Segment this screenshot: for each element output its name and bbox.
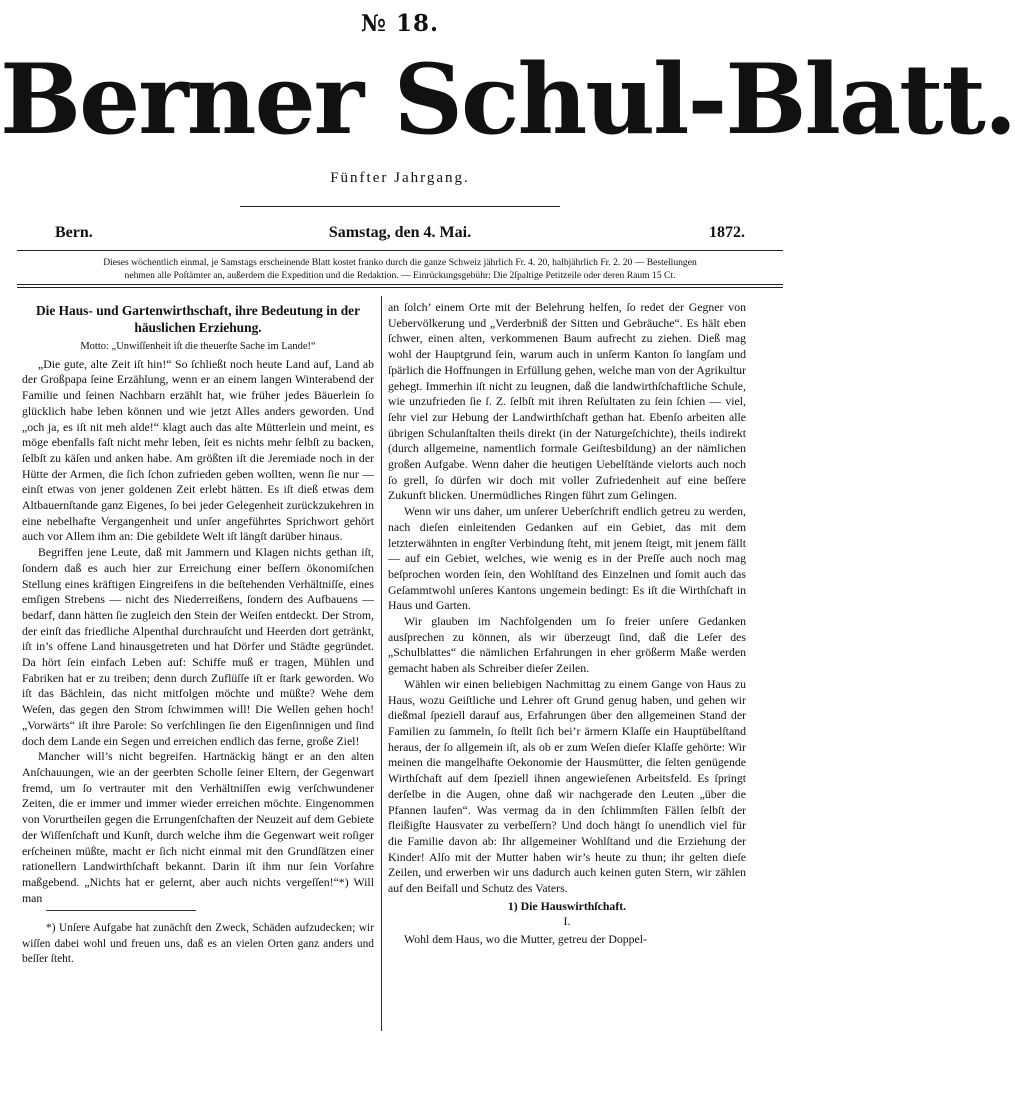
paragraph: Mancher will’s nicht begreifen. Hartnäckig hängt er an den alten Anſchauungen, wie an der geerbten Scholle ſeiner Eltern, der Gegenwart fremd, um ſo vertrauter mit den Verhältniſſen ewig verſchwundener Zeiten, die er immer und immer wieder erreichen möchte. Eingenommen von Vorurtheilen gegen die Errungenſchaften der Neuzeit auf dem Gebiete der Wiſſenſchaft und Kunſt, durch welche ihm die Gegenwart weit roſiger erſcheinen müßte, macht er ſich nicht einmal mit den Grundſätzen einer rationellern Landwirthſchaft bekannt. Darin iſt ihm nur ſein Vorſahre maßgebend. „Nichts hat er gelernt, aber auch nichts vergeſſen!“*) Will man	[22, 749, 374, 905]
paragraph: an ſolch’ einem Orte mit der Belehrung helfen, ſo redet der Gegner von Uebervölkerung und „Verderbniß der Sitten und Gebräuche“. Es hält eben ſchwer, einen alten, verkommenen Baum aufrecht zu ziehen. Dieß mag wohl der Hauptgrund ſein, warum auch in unſerm Kanton ſo langſam und ſpärlich die Hoffnungen in Erfüllung gehen, welche man von der Agrikultur gehegt. Immerhin iſt nicht zu leugnen, daß die landwirthſchaftliche Schule, wie unzufrieden ſie ſ. Z. ſelbſt mit ihren Reſultaten zu ſein ſchien — viel, ſehr viel zur Hebung der Landwirthſchaft gethan hat. Ebenſo arbeiten alle übrigen Schulanſtalten theils direkt (in der Naturgeſchichte), theils indirekt (durch allgemeine, namentlich formale Geiſtesbildung) an der nämlichen großen Aufgabe. Wenn daher die heutigen Uebelſtände vielorts auch noch ſo grell, ſo dürfen wir doch mit voller Zufriedenheit auf eine beſſere Zukunft blicken. Unermüdliches Ringen führt zum Gelingen.	[388, 300, 746, 503]
paragraph: Wohl dem Haus, wo die Mutter, getreu der Doppel-	[404, 932, 647, 947]
subscription-notice	[20, 256, 780, 282]
issue-number: № 18.	[360, 10, 440, 37]
dateline	[55, 224, 745, 246]
article-motto: Motto: „Unwiſſenheit iſt die theuerſte Sache im Lande!“	[80, 341, 316, 352]
notice-bottom-rule	[17, 284, 783, 285]
masthead-title: Berner Schul-Blatt.	[0, 43, 1015, 156]
dateline-date: Samstag, den 4. Mai.	[328, 224, 472, 241]
footnote-text: *) Unſere Aufgabe hat zunächſt den Zweck, Schäden aufzudecken; wir wiſſen dabei wohl und freuen uns, daß es an vielen Orten ganz anders und beſſer ſteht.	[22, 922, 374, 965]
paragraph: Wenn wir uns daher, um unſerer Ueberſchrift endlich getreu zu werden, nach dieſen einleitenden Gedanken auf ein Gebiet, das mit dem letzterwähnten in engſter Verbindung ſteht, mit jenem ſteigt, mit jenem fällt — auf ein Gebiet, welches, wie wenig es in der Preſſe auch noch mag beſprochen worden ſein, den Wohlſtand des Einzelnen und ſomit auch das Geſammtwohl unſeres Kantons ungemein bedingt: Es iſt die Wirthſchaft in Haus und Garten.	[388, 504, 746, 613]
right-column	[388, 300, 746, 948]
notice-top-rule	[17, 250, 783, 251]
dateline-place: Bern.	[55, 224, 93, 241]
footnote-rule	[46, 910, 196, 911]
column-divider	[381, 296, 382, 1031]
footnote	[22, 921, 374, 967]
paragraph: Begriffen jene Leute, daß mit Jammern und Klagen nichts gethan iſt, ſondern daß es auch hier zur Erreichung einer beſſern ökonomiſchen Stellung eines kräftigen Eingreifens in die beſtehenden Verhältniſſe, eines emſigen Strebens — nicht des Niederreißens, ſondern des Aufbauens — bedarf, dann hätten ſie zugleich den Stein der Weiſen entdeckt. Der Strom, der einſt das friedliche Alpenthal durchrauſcht und Heerden dort getränkt, iſt in’s offene Land hinausgetreten und hat Dörfer und Städte gegründet. Da hört ſein einfach Leben auf: Schiffe muß er tragen, Mühlen und Fabriken hat er zu treiben; denn durch Zuflüſſe iſt er ſtark geworden. Wo iſt das Bächlein, das nicht mitfolgen möchte und müßte? Wehe dem Weſen, das gegen den Strom ſchwimmen will! Die Wellen gehen hoch! „Vorwärts“ iſt ihre Parole: So verſchlingen ſie den Eigenſinnigen und ſind doch dem Lande ein Segen und erreichen endlich das ferne, große Ziel!	[22, 545, 374, 748]
notice-bottom-rule-double	[17, 287, 783, 288]
section-heading: 1) Die Hauswirthſchaft.	[507, 898, 627, 913]
header-divider	[240, 206, 560, 207]
paragraph: Wir glauben im Nachfolgenden um ſo freier unſere Gedanken ausſprechen zu können, als wir überzeugt ſind, daß die Leſer des „Schulblattes“ die nämlichen Erfahrungen in eher größerm Maße werden gemacht haben als Schreiber dieſer Zeilen.	[388, 614, 746, 676]
notice-line: nehmen alle Poſtämter an, außerdem die Expedition und die Redaktion. — Einrückungsgebühr: Die 2ſpaltige Petitzeile oder deren Raum 15 Ct.	[124, 270, 676, 281]
dateline-year: 1872.	[709, 224, 745, 241]
left-column	[22, 300, 374, 967]
paragraph: „Die gute, alte Zeit iſt hin!“ So ſchließt noch heute Land auf, Land ab der Großpapa ſeine Erzählung, wenn er an einem langen Winterabend der Familie und ſeinen Nachbarn erzählt hat, wie früher jedes Bäuerlein ſo glücklich habe leben können und wie jetzt Alles anders geworden. Und „och ja, es iſt nit meh alde!“ klagt auch das alte Mütterlein und meint, es möge ebenfalls faſt nicht mehr leben, ſeit es nichts mehr ſelbſt zu backen, ſelbſt zu käſen und anken habe. Am größten iſt die Jeremiade noch in der Hütte der Armen, die ſich ſchon zufrieden geben wollten, wenn ſie nur — einſt etwas von jener goldenen Zeit erlebt hätten. Es iſt dieß etwas dem Altbauernſtande ganz Eigenes, ſo bei jeder Gelegenheit zurückzukehren in eine nebelhafte Vergangenheit und unſer angeführtes Sprichwort gehört auch vor Allem ihm an: Die gebildete Welt iſt längſt darüber hinaus.	[22, 356, 374, 544]
paragraph: Wählen wir einen beliebigen Nachmittag zu einem Gange von Haus zu Haus, wozu Geiſtliche und Lehrer oft Grund genug haben, und gehen wir dießmal ſpeziell darauf aus, Erfahrungen über den allgemeinen Stand der Familien zu ſammeln, ſo ſtellt ſich bei’r ärmern Klaſſe ein Hauptübelſtand heraus, der ſo allgemein iſt, als ob er zum Weſen dieſer Klaſſe gehörte: Wir meinen die mangelhafte Oekonomie der Hausmütter, die ſelten genügende Wirthſchaft auf dem ſpeziell ihnen angewieſenen Arbeitsfeld. Es ſpringt derſelbe in die Augen, ohne daß wir nachgerade den Leuten „über die Pfannen laufen“. Was vermag da in den ſchlimmſten Fällen ſelbſt der fleißigſte Hausvater zu verbeſſern? Und doch hängt ſo unendlich viel für die Familie davon ab: Ihr allgemeiner Wohlſtand und die Erziehung der Kinder! Alſo mit der Mutter haben wir’s heute zu thun; ihr gelten dieſe Zeilen, und erwerben wir uns dadurch auch keinen guten Stern, wir zählen auf den Beifall und Schutz des Vaters.	[388, 676, 746, 896]
article-title: Die Haus- und Gartenwirthschaft, ihre Bedeutung in der häuslichen Erziehung.	[35, 303, 361, 335]
section-number: I.	[563, 914, 571, 929]
volume-line: Fünfter Jahrgang.	[330, 170, 470, 186]
notice-line: Dieses wöchentlich einmal, je Samstags erscheinende Blatt kostet franko durch die ganze Schweiz jährlich Fr. 4. 20, halbjährlich Fr. 2. 20 — Bestellungen	[103, 257, 697, 268]
